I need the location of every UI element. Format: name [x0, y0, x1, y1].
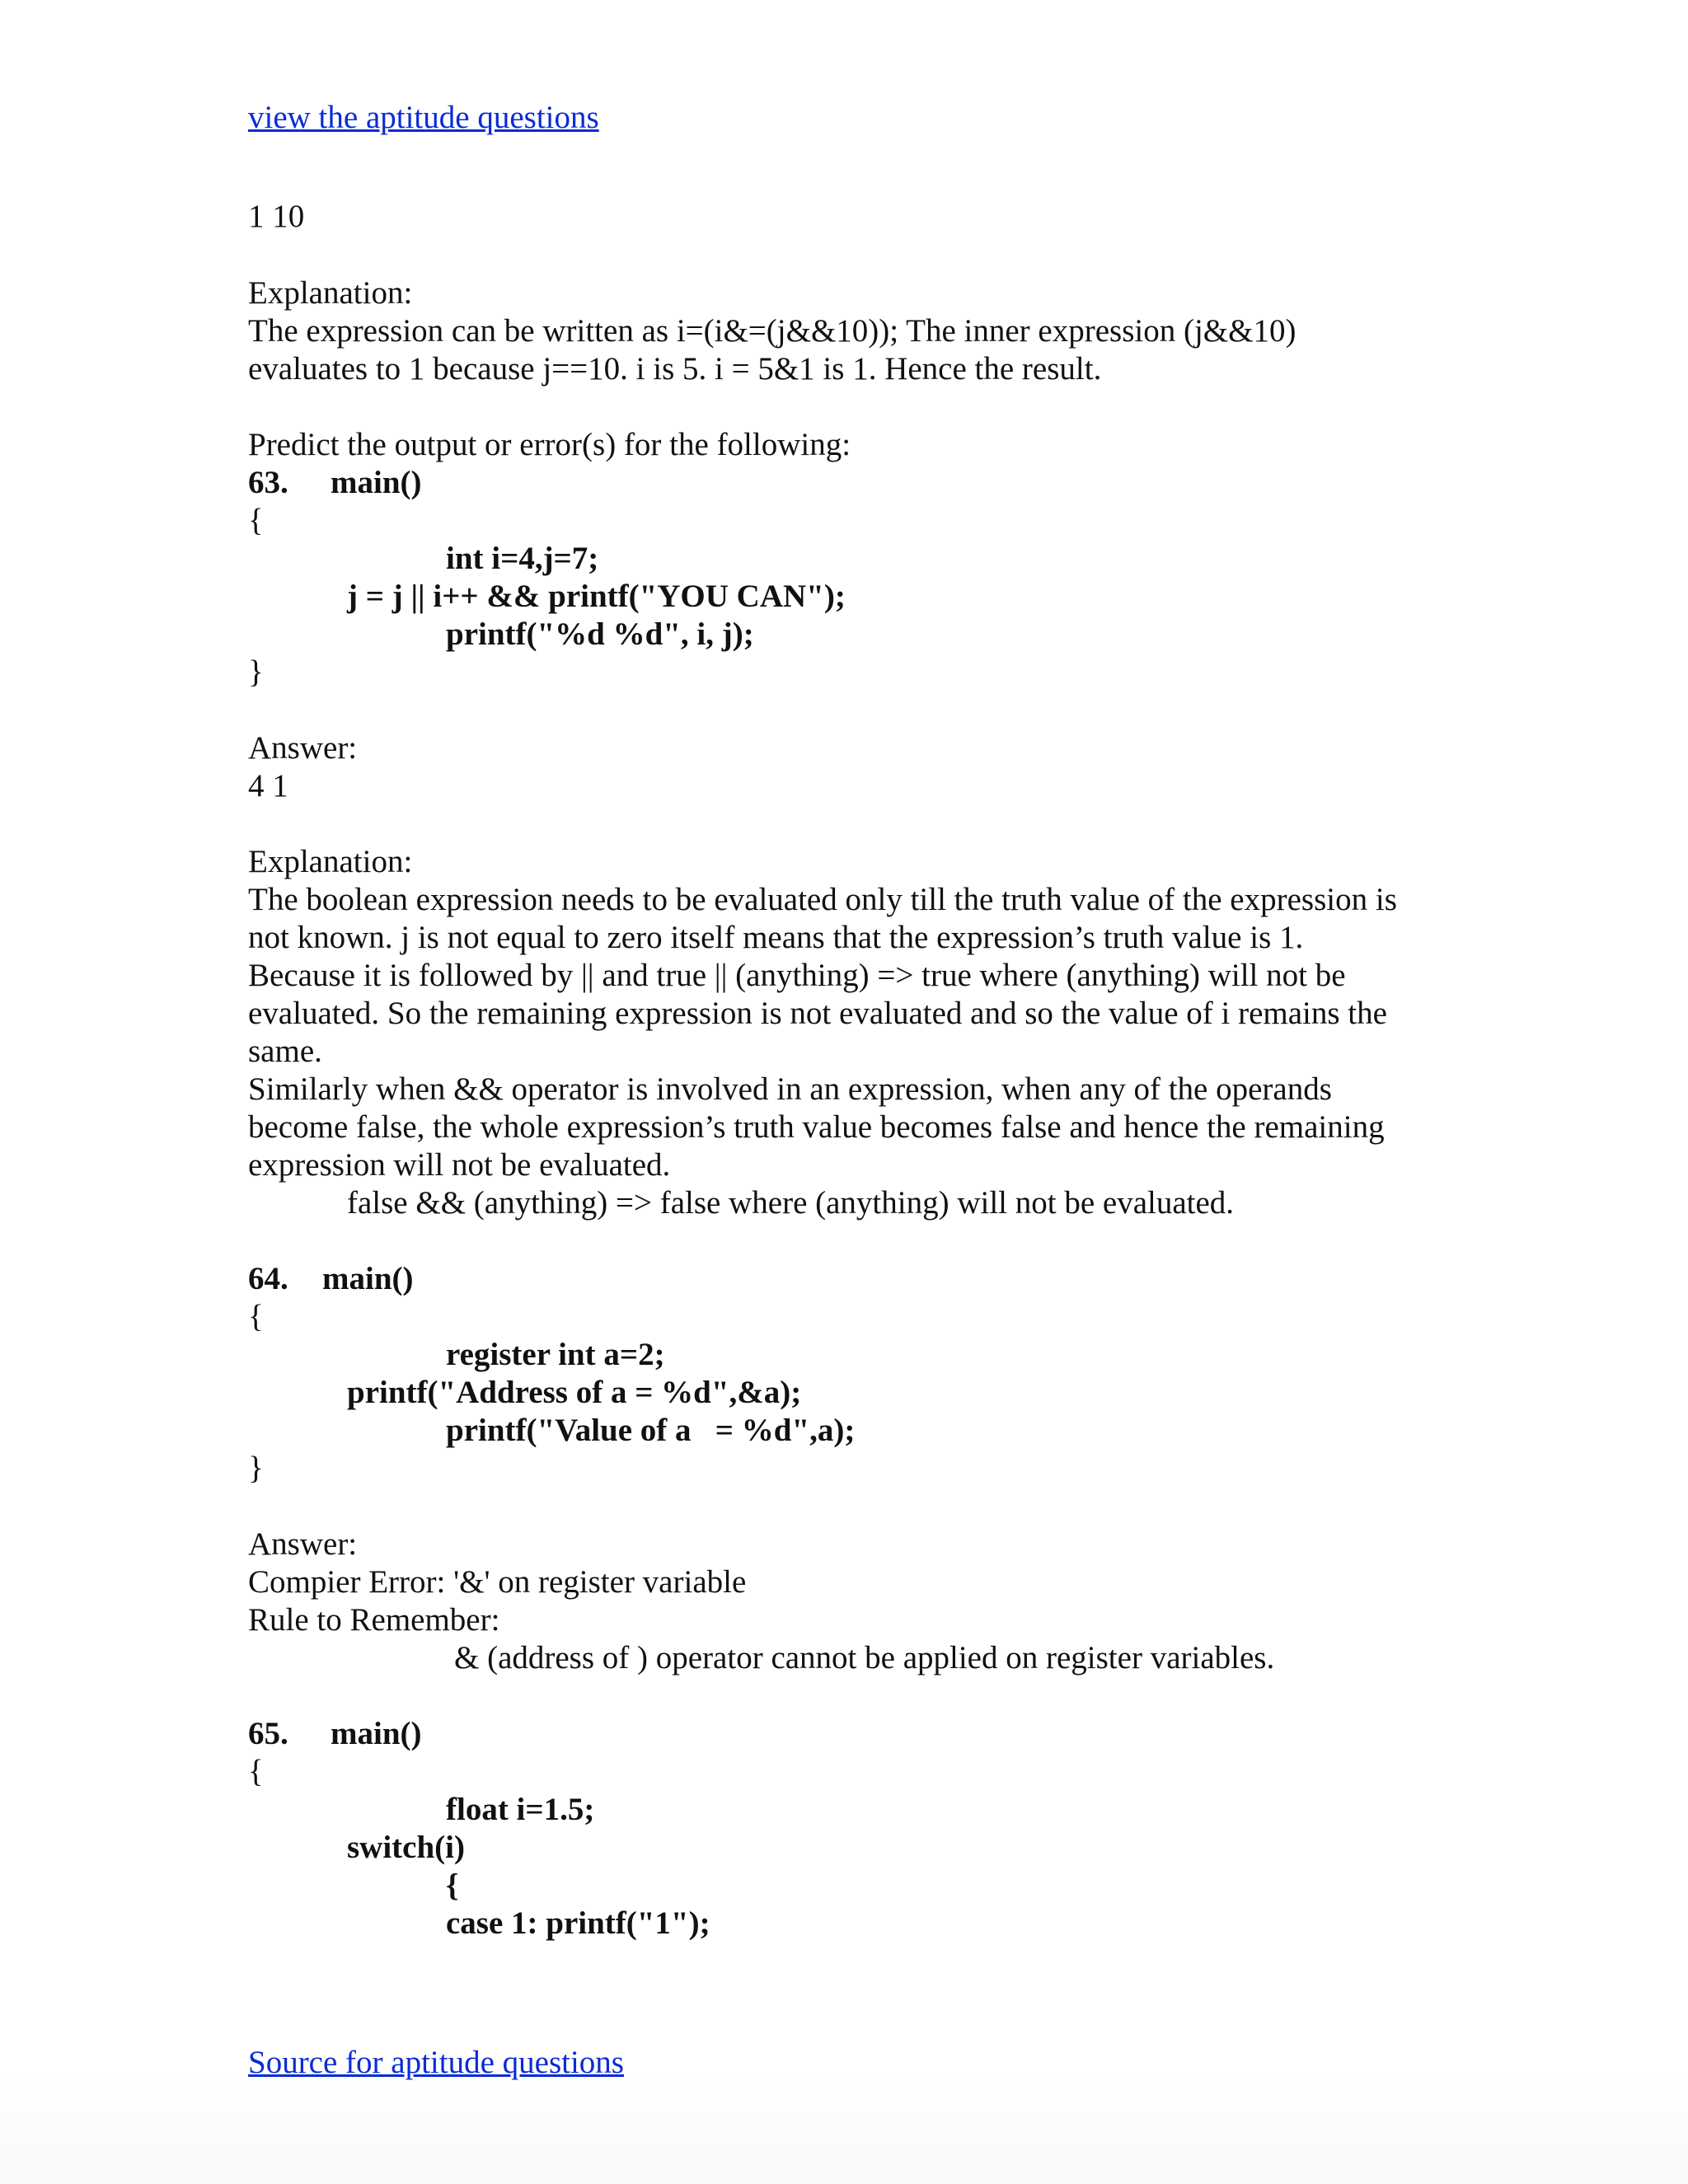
q63-number: 63.: [248, 465, 288, 500]
q63-code-line: int i=4,j=7;: [446, 541, 599, 576]
q64-code-line: printf("Value of a = %d",a);: [446, 1413, 856, 1448]
q62-explanation-label: Explanation:: [248, 275, 413, 311]
q65-code-line: {: [446, 1868, 459, 1903]
q63-answer-value: 4 1: [248, 768, 288, 804]
q64-answer-label: Answer:: [248, 1526, 358, 1562]
q64-close-brace: }: [248, 1451, 264, 1486]
q63-explanation-line: become false, the whole expression’s truth value becomes false and hence the remaining: [248, 1109, 1385, 1145]
q64-signature: main(): [322, 1261, 414, 1296]
q65-signature: main(): [331, 1716, 422, 1751]
q62-answer-value: 1 10: [248, 199, 305, 234]
view-aptitude-questions-link[interactable]: view the aptitude questions: [248, 100, 599, 135]
q65-code-line: float i=1.5;: [446, 1792, 595, 1827]
q63-explanation-line: expression will not be evaluated.: [248, 1147, 671, 1183]
q64-answer-value: Compier Error: '&' on register variable: [248, 1564, 747, 1600]
q64-rule-text: & (address of ) operator cannot be applied on register variables.: [454, 1640, 1275, 1675]
q64-rule-label: Rule to Remember:: [248, 1602, 500, 1638]
q63-code-line: j = j || i++ && printf("YOU CAN");: [347, 579, 846, 614]
q64-code-line: register int a=2;: [446, 1337, 665, 1372]
q64-number: 64.: [248, 1261, 288, 1296]
q63-close-brace: }: [248, 654, 264, 690]
source-aptitude-questions-link[interactable]: Source for aptitude questions: [248, 2045, 624, 2080]
q63-explanation-line: same.: [248, 1033, 322, 1069]
page-bottom-shade: [0, 2069, 1688, 2184]
q63-prompt: Predict the output or error(s) for the following:: [248, 427, 851, 462]
q63-code-line: printf("%d %d", i, j);: [446, 616, 754, 652]
q63-explanation-line: Because it is followed by || and true || (anything) => true where (anything) will not be: [248, 958, 1346, 993]
q63-answer-label: Answer:: [248, 730, 358, 766]
q63-explanation-label: Explanation:: [248, 844, 413, 879]
q65-code-line: case 1: printf("1");: [446, 1905, 710, 1941]
q63-open-brace: {: [248, 503, 264, 538]
q65-code-line: switch(i): [347, 1830, 465, 1865]
q62-explanation-line: The expression can be written as i=(i&=(j&&10)); The inner expression (j&&10): [248, 313, 1296, 349]
q64-code-line: printf("Address of a = %d",&a);: [347, 1375, 802, 1410]
q63-explanation-line: evaluated. So the remaining expression is not evaluated and so the value of i remains the: [248, 996, 1387, 1031]
q63-indented-note: false && (anything) => false where (anything) will not be evaluated.: [347, 1185, 1235, 1221]
q63-explanation-line: not known. j is not equal to zero itself means that the expression’s truth value is 1.: [248, 920, 1304, 955]
q62-explanation-line: evaluates to 1 because j==10. i is 5. i = 5&1 is 1. Hence the result.: [248, 351, 1102, 387]
q63-explanation-line: Similarly when && operator is involved in an expression, when any of the operands: [248, 1071, 1332, 1107]
q65-open-brace: {: [248, 1754, 264, 1789]
q65-number: 65.: [248, 1716, 288, 1751]
q63-signature: main(): [331, 465, 422, 500]
q64-open-brace: {: [248, 1299, 264, 1334]
q63-explanation-line: The boolean expression needs to be evaluated only till the truth value of the expression is: [248, 882, 1397, 917]
